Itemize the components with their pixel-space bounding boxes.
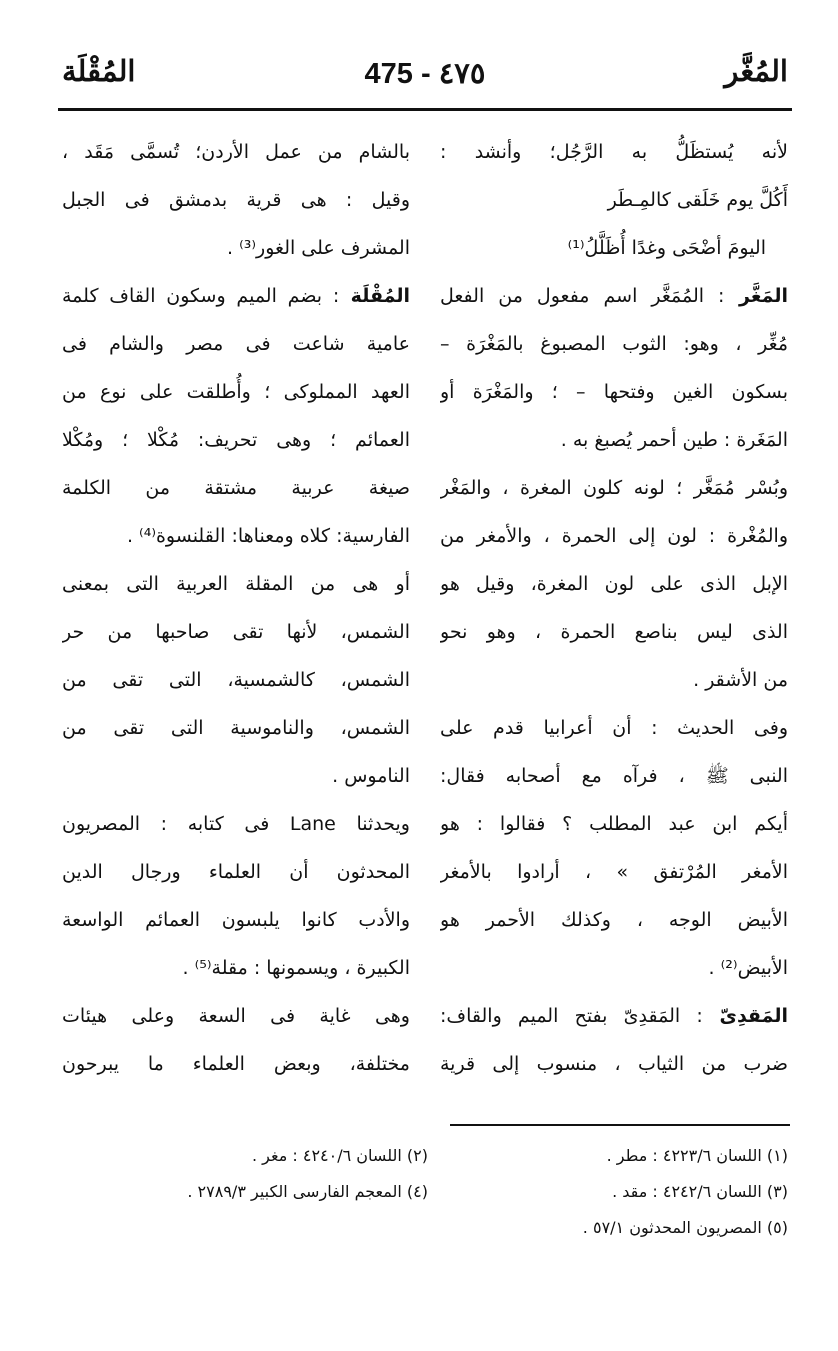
text-line: الشمس، لأنها تقى صاحبها من حر xyxy=(62,621,410,643)
text-line: النبى ﷺ ، فرآه مع أصحابه فقال: xyxy=(440,765,788,787)
text-line: وقيل : هى قرية بدمشق فى الجبل xyxy=(62,189,410,211)
text-line: وهى غاية فى السعة وعلى هيئات xyxy=(62,1005,410,1027)
text-line: مختلفة، وبعض العلماء ما يبرحون xyxy=(62,1053,410,1075)
footnote-row xyxy=(58,1174,788,1210)
text-line: الذى ليس بناصع الحمرة ، وهو نحو xyxy=(440,621,788,643)
text-line: الشمس، كالشمسية، التى تقى من xyxy=(62,669,410,691)
text-line: المحدثون أن العلماء ورجال الدين xyxy=(62,861,410,883)
text-line: مُغِّر ، وهو: الثوب المصبوغ بالمَغْرَة – xyxy=(440,333,788,355)
entry-headword: المَغَّر xyxy=(724,285,788,307)
text-line: وبُسْر مُمَغَّر ؛ لونه كلون المغرة ، والمَغْر xyxy=(440,477,788,499)
text-line: المَغَرة : طين أحمر يُصبغ به . xyxy=(560,429,788,451)
footnote-5: (٥) المصريون المحدثون ٥٧/١ . xyxy=(582,1218,788,1237)
text-line: بالشام من عمل الأردن؛ تُسمَّى مَقَد ، xyxy=(62,141,410,163)
running-headword-left: المُقْلَة xyxy=(62,54,136,88)
text-line: الأبيض⁽²⁾ . xyxy=(708,957,788,979)
text-line: صيغة عربية مشتقة من الكلمة xyxy=(62,477,410,499)
verse-line: اليومَ أضْحَى وغدًا أُظَلَّلُ⁽¹⁾ xyxy=(567,237,766,259)
entry-headword: المَقدِىّ xyxy=(702,1005,788,1027)
page-number: 475 - ٤٧٥ xyxy=(364,58,486,90)
footnote-2: (٢) اللسان ٤٢٤٠/٦ : مغر . xyxy=(252,1146,428,1165)
entry-headword-line: المَغَّر : المُمَغَّر اسم مفعول من الفعل xyxy=(440,285,788,307)
footnote-1: (١) اللسان ٤٢٢٣/٦ : مطر . xyxy=(606,1146,788,1165)
text-line: الأبيض الوجه ، وكذلك الأحمر هو xyxy=(440,909,788,931)
text-line: وفى الحديث : أن أعرابيا قدم على xyxy=(440,717,788,739)
text-line: الشمس، والناموسية التى تقى من xyxy=(62,717,410,739)
footnotes xyxy=(58,1138,788,1246)
entry-headword: المُقْلَة xyxy=(339,285,410,307)
left-column xyxy=(62,128,410,1088)
entry-headword-line: المُقْلَة : بضم الميم وسكون القاف كلمة xyxy=(62,285,410,307)
text-line: العمائم ؛ وهى تحريف: مُكْلا ؛ ومُكْلا xyxy=(62,429,410,451)
page-header xyxy=(62,52,788,102)
footnote-row xyxy=(58,1210,788,1246)
text-line: ويحدثنا Lane فى كتابه : المصريون xyxy=(62,813,410,835)
text-line: أيكم ابن عبد المطلب ؟ فقالوا : هو xyxy=(440,813,788,835)
text-line: والمُغْرة : لون إلى الحمرة ، والأمغر من xyxy=(440,525,788,547)
text-line: لأنه يُستظَلُّ به الرَّجُل؛ وأنشد : xyxy=(440,141,788,163)
entry-headword-line: المَقدِىّ : المَقدِىّ بفتح الميم والقاف: xyxy=(440,1005,788,1027)
text-line: الكبيرة ، ويسمونها : مقلة⁽⁵⁾ . xyxy=(182,957,410,979)
text-line: الناموس . xyxy=(332,765,410,787)
text-line: العهد المملوكى ؛ وأُطلقت على نوع من xyxy=(62,381,410,403)
text-line: ضرب من الثياب ، منسوب إلى قرية xyxy=(440,1053,788,1075)
text-line: المشرف على الغور⁽³⁾ . xyxy=(227,237,410,259)
footnote-3: (٣) اللسان ٤٢٤٢/٦ : مقد . xyxy=(612,1182,788,1201)
text-line: أو هى من المقلة العربية التى بمعنى xyxy=(62,573,410,595)
footnote-row xyxy=(58,1138,788,1174)
right-column xyxy=(440,128,788,1088)
verse-line: أَكُلَّ يوم خَلَقى كالمِـطَر xyxy=(607,189,788,211)
footnote-divider xyxy=(450,1124,790,1126)
text-line: الفارسية: كلاه ومعناها: القلنسوة⁽⁴⁾ . xyxy=(126,525,410,547)
text-line: من الأشقر . xyxy=(693,669,788,691)
footnote-4: (٤) المعجم الفارسى الكبير ٢٧٨٩/٣ . xyxy=(187,1182,428,1201)
header-divider xyxy=(58,108,792,111)
text-line: والأدب كانوا يلبسون العمائم الواسعة xyxy=(62,909,410,931)
text-line: عامية شاعت فى مصر والشام فى xyxy=(62,333,410,355)
text-line: بسكون الغين وفتحها – ؛ والمَغْرَة أو xyxy=(440,381,788,403)
text-line: الأمغر المُرْتفق » ، أرادوا بالأمغر xyxy=(440,861,788,883)
running-headword-right: المُغَّر xyxy=(724,54,788,88)
text-line: الإبل الذى على لون المغرة، وقيل هو xyxy=(440,573,788,595)
